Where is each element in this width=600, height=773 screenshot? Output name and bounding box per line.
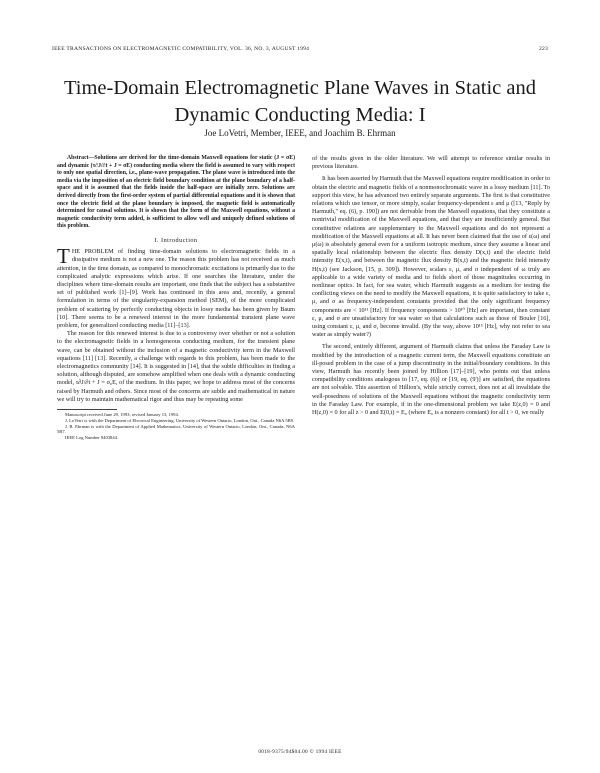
left-column [57,155,295,441]
footnotes [57,412,295,441]
page-number: 223 [539,46,548,52]
intro-paragraph-2: The reason for this renewed interest is due to a controversy over whether or not a solution to the electromagnetic fields in a homogeneous conducting medium, for the transient plane wave, can be obtained without the inclusion of a magnetic conductivity term in the Maxwell equations [11] [13]. Recently, a challenge with regards to this problem, has been made to the electromagnetics community [14]. It is suggested in [14], that the subtle difficulties in finding a solution, although disputed, are somehow amplified when one deals with a dynamic conducting model, τ∂J/∂t + J = σ₀E, of the medium. In this paper, we hope to address most of the concerns raised by Harmuth and others. Since most of the concerns are subtle and mathematical in nature we will try to maintain mathematical rigor and thus may be repeating some [57,330,295,403]
drop-cap-letter: T [57,244,70,269]
intro-paragraph-1 [57,244,295,330]
paper-title: Time-Domain Electromagnetic Plane Waves in Static and Dynamic Conducting Media: I [63,77,537,126]
journal-citation: IEEE TRANSACTIONS ON ELECTROMAGNETIC COMPATIBILITY, VOL. 36, NO. 3, AUGUST 1994 [52,46,310,52]
right-paragraph-3: The second, entirely different, argument of Harmuth claims that unless the Faraday Law is modified by the introduction of a magnetic current term, the Maxwell equations constitute an ill-posed problem in the case of a jump discontinuity in the initial/boundary conditions. In this view, Harmuth has recently been joined by Hillion [17]–[19], who points out that unless compatibility conditions analogous to [17, eq. (6)] or [19, eq. (9')] are satisfied, the equations are not solvable. This assertion of Hillion's, while strictly correct, does not at all invalidate the well-posedness of solutions of the Maxwell equations without the magnetic conductivity term in the Faraday Law. For example, if in the one-dimensional problem we take E(z,0) = 0 and H(z,0) = 0 for all z > 0 and E(0,t) = E₀ (where E₀ is a nonzero constant) for all t > 0, we really [312,343,550,417]
footnote-author-1: J. LoVetri is with the Department of Electrical Engineering, University of Western Ontario, London, Ont., Canada N6A 5B9. [65,417,295,423]
intro-paragraph-1-text: HE PROBLEM of finding time-domain solutions to electromagnetic fields in a dissipative medium is not a new one. The reason this problem has not received as much attention, in the time domain, as compared to monochromatic excitations is primarily due to the complicated analytic expressions which arise. If one searches the literature, under the disciplines where time-domain results are important, one finds that the subject has a substantive set of published work [1]–[9]. Work has continued in this area and, recently, a general formulation in terms of the singularity-expansion method (SEM), of the more complicated problem of scattering by perfectly conducting objects in lossy media has been given by Baum [10]. There seems to be a renewed interest in the more fundamental transient plane wave problem, for generalized conducting media [11]–[13]. [57,248,295,329]
footnote-log-number: IEEE Log Number 9403844. [65,435,119,441]
author-line: Joe LoVetri, Member, IEEE, and Joachim B. Ehrman [204,128,396,138]
footnote-author-2: J. B. Ehrman is with the Department of Applied Mathematics, University of Western Ontario, London, Ont., Canada, N6A 5B7. [57,423,295,435]
copyright-line: 0018-9375/94$04.00 © 1994 IEEE [258,749,342,755]
right-paragraph-1: of the results given in the older literature. We will attempt to reference similar results in previous literature. [312,155,550,171]
footnote-manuscript: Manuscript received June 29, 1993; revised January 13, 1994. [65,412,179,417]
right-paragraph-2: It has been asserted by Harmuth that the Maxwell equations require modification in order to obtain the electric and magnetic fields of a nonmonochromatic wave in a lossy medium [11]. To support this view, he has advanced two entirely separate arguments. The first is that constitutive relations which use tensor, or more simply, scalar frequency-dependent ε and μ ([13, "Reply by Harmuth," eq. (6), p. 190]) are not derivable from the Maxwell equations, that they constitute a nontrivial modification of the Maxwell equations, and that they are insufficiently general. But constitutive relations are supplementary to the Maxwell equations and do not represent a modification of the Maxwell equations at all. It has never been claimed that the use of ε(ω) and μ(ω) is absolutely general even for a uniform isotropic medium, since they assume a linear and spatially local relationship between the electric flux density D(x,t) and the electric field intensity E(x,t), and between the magnetic flux density B(x,t) and the magnetic field intensity H(x,t) (see Jackson, [15, p. 309]). However, scalars ε, μ, and σ independent of ω truly are applicable to a wide variety of media and to fields short of those magnitudes occurring in nonlinear optics. In fact, for sea water, which Harmuth suggests as a medium for testing the conflicting views on the need to modify the Maxwell equations, it is quite satisfactory to take ε, μ, and σ as frequency-independent constants provided that the only significant frequency components are < 10¹¹ [Hz]. If frequency components > 10¹⁰ [Hz] are important, then constant ε, μ, and σ are unsatisfactory for sea water so that calculations such as those of Bouler [16], using constant ε, μ, and σ, become invalid. (By the way, above 10¹⁵ [Hz], why not refer to sea water as simply water?) [312,175,550,339]
footnote-divider [57,409,117,410]
running-header [52,46,548,52]
section-heading-introduction: I. Introduction [154,236,198,244]
right-column [312,155,550,417]
abstract: Abstract—Solutions are derived for the time-domain Maxwell equations for static (J = σE) and dynamic (τ∂J/∂t + J = σE) conducting media where the field is assumed to vary with respect to only one spatial direction, i.e., plane-wave propagation. The plane wave is introduced into the media via the imposition of an electric field boundary condition at the plane boundary of a half-space and it is assumed that the fields inside the half-space are initially zero. Solutions are derived directly from the first-order system of partial differential equations and it is shown that once the electric field at the plane boundary is imposed, the magnetic field is automatically determined for causal solutions. It is shown that the form of the Maxwell equations, without a magnetic conductivity term added, is sufficient to allow well and uniquely defined solutions of this problem. [57,155,295,230]
